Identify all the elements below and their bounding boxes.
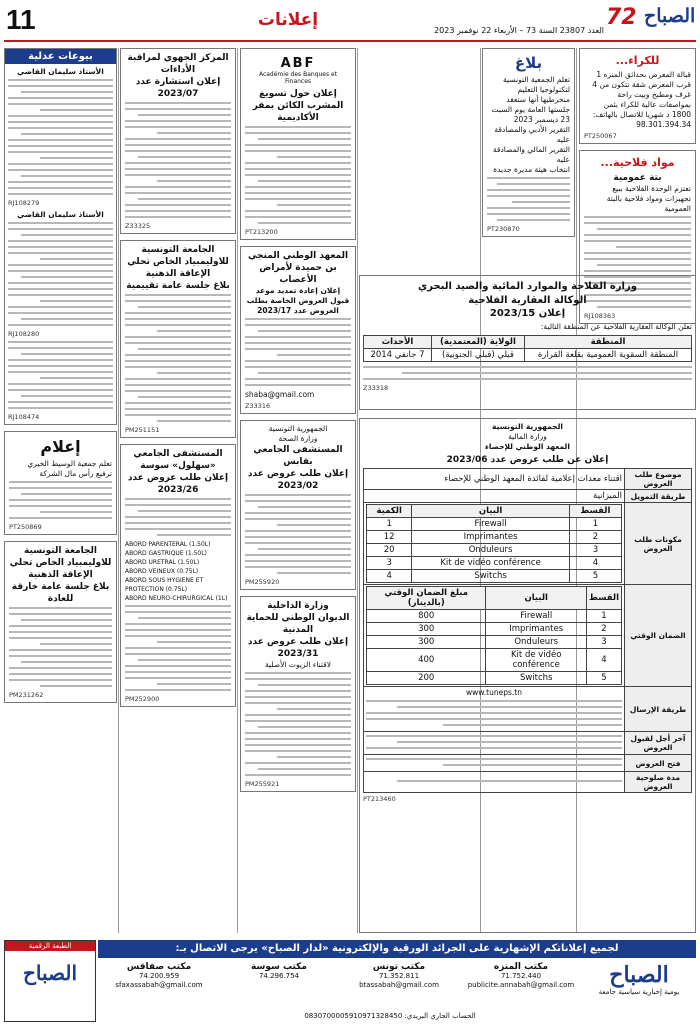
judicial-body-1 xyxy=(8,79,113,195)
ad-tender-form xyxy=(359,418,696,933)
digital-edition-word: الصباح xyxy=(22,961,78,985)
guar-cell: 200 xyxy=(367,672,486,685)
legal-body xyxy=(125,294,231,422)
tender-row-label: مدة صلوحية العروض xyxy=(625,772,692,793)
tender-row-label: فتح العروض xyxy=(625,755,692,772)
footer-tagline: يومية إخبارية سياسية جامعة xyxy=(598,988,680,996)
ad-ref: Z33325 xyxy=(125,222,151,230)
ad-gabes-hospital xyxy=(240,420,356,590)
tender-row-label: موضوع طلب العروض xyxy=(625,469,692,490)
page-number: 11 xyxy=(6,4,36,35)
interior-ministry: وزارة الداخلية xyxy=(267,601,329,611)
agency-cell: قبلي (قبلي الجنوبية) xyxy=(431,349,524,362)
column-divider xyxy=(357,48,358,933)
agency-col-date: الأحداث xyxy=(364,336,432,349)
ad-abf xyxy=(240,48,356,240)
ad-sahloul-hospital xyxy=(120,444,236,707)
tender-row-value xyxy=(364,687,625,732)
onmne-title: المعهد الوطني المنجي بن حميدة لأمراض الأعصاب xyxy=(247,251,349,285)
column-divider xyxy=(237,48,238,933)
notice-body xyxy=(487,177,570,221)
office-phone[interactable]: 71.352.811 xyxy=(378,972,420,980)
abf-title: إعلان حول تسويغ المشرب الكائن بمقر الأكاديمية xyxy=(252,89,344,123)
section-title: إعلانات xyxy=(257,10,319,30)
lot-cell: 4 xyxy=(367,570,412,583)
tender-row-label: طريقة التمويل xyxy=(625,490,692,503)
office-name: مكتب سوسة xyxy=(251,962,307,972)
lot-cell: 12 xyxy=(367,531,412,544)
footer-banner: لجميع إعلاناتكم الإشهارية على الجرائد الورقية والإلكترونية «لدار الصباح» يرجى الاتصال بـ: xyxy=(98,940,696,958)
logo-wordmark: الصباح xyxy=(644,5,696,27)
office-name: مكتب تونس xyxy=(372,962,426,972)
ad-ref: Z33318 xyxy=(363,384,389,392)
agency-ministry: وزارة الفلاحة والموارد المائية والصيد البحري xyxy=(418,281,637,292)
office-name: مكتب صفاقس xyxy=(126,962,192,972)
ad-ref: PM251151 xyxy=(125,426,160,434)
office-phone[interactable]: 74.296.754 xyxy=(258,972,300,980)
page-header xyxy=(0,0,700,42)
health-hospital: المستشفى الجامعي بقابس xyxy=(253,445,343,467)
guar-col-amount: مبلغ الضمان الوقتي (بالدينار) xyxy=(367,587,486,610)
ad-ref: RJ108280 xyxy=(8,330,40,338)
tender-row-value: الميزانية xyxy=(364,490,625,503)
tender-form-table xyxy=(363,468,692,793)
guar-cell: 2 xyxy=(587,623,622,636)
sousse-body-2 xyxy=(125,605,231,691)
lot-cell: Imprimantes xyxy=(412,531,569,544)
bottom-title: الجامعة التونسية للاوليمبياد الخاص تحلي الإعاقة الذهنية xyxy=(9,546,112,580)
agency-col-state: الولاية (المعتمدية) xyxy=(431,336,524,349)
ad-ref: PM255921 xyxy=(245,780,280,788)
onmne-email[interactable]: shaba@gmail.com xyxy=(245,390,315,399)
agency-body xyxy=(363,366,692,380)
onmne-body xyxy=(245,318,351,386)
guar-cell: Imprimantes xyxy=(486,623,587,636)
column-middle-right xyxy=(240,48,356,933)
footer-logo xyxy=(582,962,696,1020)
notice-item: انتخاب هيئة مديرة جديدة xyxy=(493,165,570,174)
tender-row-label: مكونات طلب العروض xyxy=(625,503,692,585)
lot-cell: 5 xyxy=(569,570,621,583)
sousse-item: ABORD URETRAL (1.50L) xyxy=(125,559,200,566)
interior-body xyxy=(245,672,351,776)
notice-text: تعلم الجمعية التونسية لتكنولوجيا التعليم منخرطيها أنها ستعقد جلستها العامة يوم السبت 23 ديسمبر 2023 xyxy=(491,75,570,124)
lot-cell: Kit de vidéo conférence xyxy=(412,557,569,570)
issue-info: العدد 23807 السنة 73 – الأربعاء 22 نوفمبر 2023 xyxy=(434,26,604,35)
sousse-item: ABORD GASTRIQUE (1.50L) xyxy=(125,550,207,557)
health-republic: الجمهورية التونسية xyxy=(268,424,328,433)
ad-special-olympics-meeting xyxy=(120,240,236,438)
lot-cell: Firewall xyxy=(412,518,569,531)
guar-cell: 4 xyxy=(587,649,622,672)
office-email[interactable]: sfaxassabah@gmail.com xyxy=(115,981,203,989)
bottom-subtitle: بلاغ جلسة عامة خارقة للعادة xyxy=(11,582,110,604)
guar-cell: 1 xyxy=(587,610,622,623)
ad-ref: PM231262 xyxy=(9,691,44,699)
guar-cell: 800 xyxy=(367,610,486,623)
health-title: إعلان طلب عروض عدد 2023/02 xyxy=(247,469,349,491)
judicial-body-3 xyxy=(8,341,113,409)
ad-farm-head: بتة عمومية xyxy=(613,173,662,183)
office-name: مكتب المنزه xyxy=(493,962,549,972)
i3lam-body xyxy=(9,481,112,519)
tender-form-title: إعلان عن طلب عروض عدد 2023/06 xyxy=(446,455,609,465)
column-middle-left xyxy=(120,48,236,933)
guar-cell: Switchs xyxy=(486,672,587,685)
tender-row-label: طريقة الإرسال xyxy=(625,687,692,732)
tender-lots-cell xyxy=(364,503,625,585)
tender-institute: المعهد الوطني للإحصاء xyxy=(485,442,570,451)
tender-row-label: الضمان الوقتي xyxy=(625,585,692,687)
ad-tax-center xyxy=(120,48,236,234)
judicial-lawyer: الأستاذ سليمان القاضي xyxy=(17,67,104,76)
office-email[interactable]: publicite.annabah@gmail.com xyxy=(467,981,575,989)
lot-cell: 3 xyxy=(367,557,412,570)
lot-cell: 4 xyxy=(569,557,621,570)
ad-farm-title: مواد فلاحية... xyxy=(600,156,675,169)
guar-col-item: البيان xyxy=(486,587,587,610)
tender-ministry: وزارة المالية xyxy=(508,432,547,441)
onmne-subtitle: إعلان إعادة تمديد موعد قبول العروض الخاصة بطلب العروض عدد 2023/17 xyxy=(246,286,350,315)
ad-ref: RJ108474 xyxy=(8,413,40,421)
ad-ref: PT230870 xyxy=(487,225,520,233)
legal-subtitle: بلاغ جلسة عامة تقييمية xyxy=(126,281,230,291)
judicial-sales xyxy=(4,48,117,425)
sousse-subtitle: إعلان طلب عروض عدد 2023/26 xyxy=(127,473,229,495)
judicial-title: بيوعات عدلية xyxy=(5,49,116,64)
header-rule xyxy=(4,40,696,42)
tender-row-value xyxy=(364,772,625,793)
lot-cell: 3 xyxy=(569,544,621,557)
tender-guarantee-table xyxy=(366,586,622,685)
interior-subtitle: لاقتناء الزيوت الأصلية xyxy=(265,660,331,669)
guar-cell: 5 xyxy=(587,672,622,685)
footer-account: الحساب الجاري البريدي: 0830700005910971328450 xyxy=(304,1012,476,1020)
lot-cell: 1 xyxy=(569,518,621,531)
logo-anniversary-number: 72 xyxy=(606,5,637,30)
guar-col-lot: القسط xyxy=(587,587,622,610)
sousse-items xyxy=(125,540,231,603)
office-email[interactable]: btassabah@gmail.com xyxy=(359,981,439,989)
digital-edition-label: الطبعة الرقمية xyxy=(5,941,95,951)
ad-ref: RJ108363 xyxy=(584,312,616,320)
guar-cell: Kit de vidéo conférence xyxy=(486,649,587,672)
newspaper-logo[interactable] xyxy=(606,5,696,37)
ad-ref: Z33316 xyxy=(245,402,271,410)
guar-cell: 300 xyxy=(367,636,486,649)
ad-neurology-institute xyxy=(240,246,356,414)
tender-lots-table xyxy=(366,504,622,583)
abf-logo xyxy=(245,52,351,85)
i3lam-title: إعلام xyxy=(40,437,81,456)
lot-cell: Onduleurs xyxy=(412,544,569,557)
column-divider xyxy=(118,48,119,933)
guar-cell: 300 xyxy=(367,623,486,636)
ad-association-notice xyxy=(482,48,575,237)
tender-republic: الجمهورية التونسية xyxy=(492,422,563,431)
lot-cell: Switchs xyxy=(412,570,569,583)
ad-special-olympics-extraordinary xyxy=(4,541,117,703)
tender-row-value: اقتناء معدات إعلامية لفائدة المعهد الوطني للإحصاء xyxy=(364,469,625,490)
agency-table xyxy=(363,335,692,362)
interior-title: إعلان طلب عروض عدد 2023/31 xyxy=(247,637,349,659)
notice-title: بلاغ xyxy=(514,54,543,72)
tuneps-link[interactable]: www.tuneps.tn xyxy=(466,688,522,697)
guar-cell: Onduleurs xyxy=(486,636,587,649)
ad-ref: PM255920 xyxy=(245,578,280,586)
agency-cell: المنطقة السقوية العمومية بقلعة القرارة xyxy=(524,349,691,362)
office-phone[interactable]: 74.200.959 xyxy=(138,972,180,980)
health-ministry: وزارة الصحة xyxy=(278,434,318,443)
lots-col-item: البيان xyxy=(412,505,569,518)
guar-cell: 3 xyxy=(587,636,622,649)
ad-ref: PM252900 xyxy=(125,695,160,703)
ad-civil-protection xyxy=(240,596,356,792)
ad-rent xyxy=(579,48,696,144)
tender-guarantee-cell xyxy=(364,585,625,687)
agency-name: الوكالة العقارية الفلاحية xyxy=(468,295,587,306)
ad-i3lam xyxy=(4,431,117,535)
lot-cell: 2 xyxy=(569,531,621,544)
agency-cell: 7 جانفي 2014 xyxy=(364,349,432,362)
digital-edition-logo[interactable] xyxy=(4,940,96,1022)
ad-ref: PT213460 xyxy=(363,795,396,803)
sousse-item: ABORD SOUS HYGIENE ET PROTECTION (0.75L) xyxy=(125,577,204,593)
abf-body xyxy=(245,126,351,224)
page-footer xyxy=(0,940,700,1025)
column-judicial xyxy=(4,48,117,933)
i3lam-text: تعلم جمعية الوسيط الخيري ترفيع رأس مال الشركة xyxy=(27,459,112,478)
regional-title: المركز الجهوي لمراقبة الأداءات xyxy=(127,53,229,75)
ad-agricultural-agency xyxy=(359,275,696,410)
guar-cell: 400 xyxy=(367,649,486,672)
regional-body xyxy=(125,102,231,218)
ad-rent-text: قبالة المعرض بحدائق المنزه 1 قرب المعرض شقة تتكون من 4 غرف ومطبخ وبيت راحة بمواصفات عالية للكراء بثمن 1800 د شهريا للاتصال بالهاتف: 98.301.394.34 xyxy=(592,70,691,129)
lots-col-lot: القسط xyxy=(569,505,621,518)
notice-item: التقرير الأدبي والمصادقة عليه xyxy=(494,125,570,144)
notice-item: التقرير المالي والمصادقة عليه xyxy=(492,145,570,164)
lot-cell: 1 xyxy=(367,518,412,531)
tender-row-value xyxy=(364,732,625,755)
regional-subtitle: إعلان استشارة عدد 2023/07 xyxy=(135,77,221,99)
sousse-item: ABORD NEURO-CHIRURGICAL (1L) xyxy=(125,595,228,602)
sousse-title: المستشفى الجامعي «سهلول» سوسة xyxy=(133,449,223,471)
ad-ref: RJ108279 xyxy=(8,199,40,207)
lot-cell: 20 xyxy=(367,544,412,557)
bottom-body xyxy=(9,607,112,687)
agency-col-region: المنطقة xyxy=(524,336,691,349)
guar-cell: Firewall xyxy=(486,610,587,623)
tender-row-label: آخر أجل لقبول العروض xyxy=(625,732,692,755)
ad-ref: PT250869 xyxy=(9,523,42,531)
judicial-lawyer: الأستاذ سليمان القاضي xyxy=(17,210,104,219)
footer-logo-word: الصباح xyxy=(609,962,669,988)
tender-row-value xyxy=(364,755,625,772)
ad-rent-title: للكراء... xyxy=(615,54,660,67)
ad-farm-text: تعتزم الوحدة الفلاحية ببيع تجهيزات ومواد فلاحية بالبتة العمومية xyxy=(606,184,691,213)
judicial-body-2 xyxy=(8,222,113,326)
office-phone[interactable]: 71.752.440 xyxy=(500,972,542,980)
ad-ref: PT250067 xyxy=(584,132,617,140)
legal-title: الجامعة التونسية للاوليمبياد الخاص تحلي الإعاقة الذهنية xyxy=(127,245,229,279)
lots-col-qty: الكمية xyxy=(367,505,412,518)
sousse-item: ABORD VEINEUX (0.75L) xyxy=(125,568,199,575)
interior-directorate: الديوان الوطني للحماية المدنية xyxy=(246,613,350,635)
ad-ref: PT213200 xyxy=(245,228,278,236)
health-body xyxy=(245,494,351,574)
agency-lead: تعلن الوكالة العقارية الفلاحية عن المنطقة التالية: xyxy=(540,322,692,331)
sousse-body xyxy=(125,498,231,536)
abf-subtitle: Académie des Banques et Finances xyxy=(258,71,338,85)
agency-ad-number: إعلان 2023/15 xyxy=(489,308,566,319)
abf-brand: ABF xyxy=(280,56,316,71)
sousse-item: ABORD PARENTERAL (1.50L) xyxy=(125,541,211,548)
